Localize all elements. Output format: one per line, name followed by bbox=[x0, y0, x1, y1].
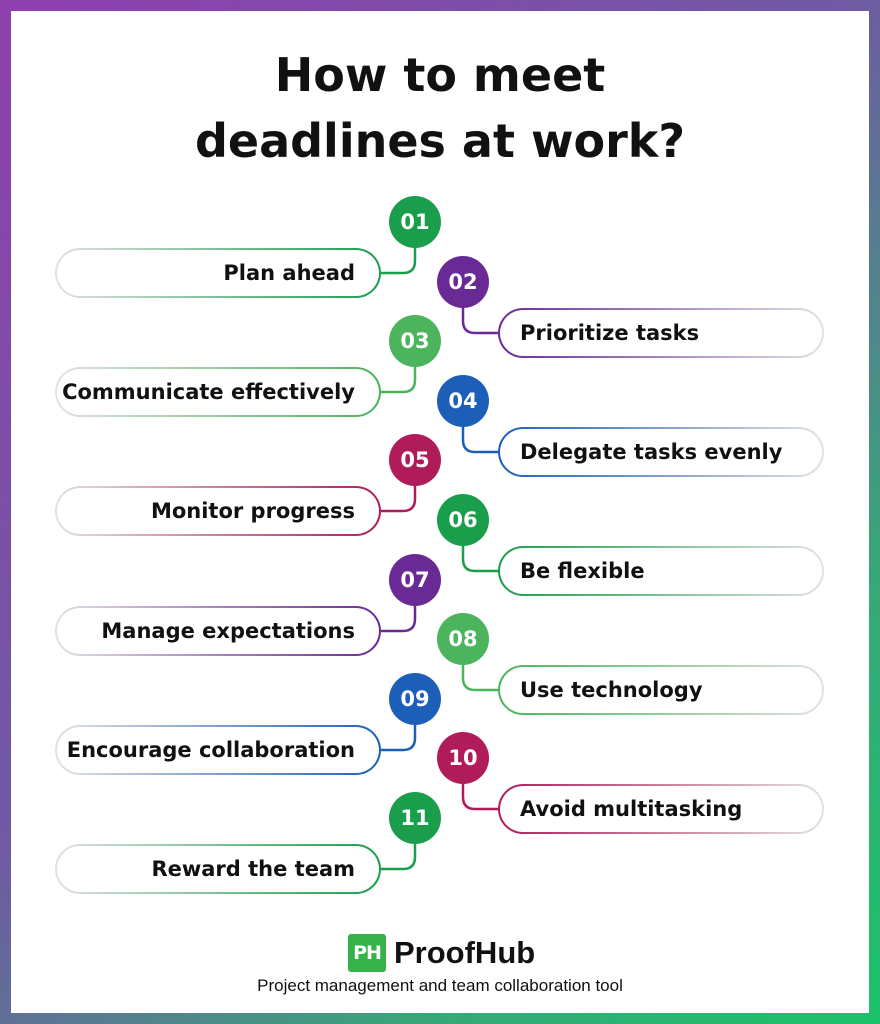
step-label-pill: Monitor progress bbox=[55, 486, 381, 536]
step-number-badge: 08 bbox=[437, 613, 489, 665]
step-label-pill: Be flexible bbox=[498, 546, 824, 596]
step-label-pill: Reward the team bbox=[55, 844, 381, 894]
connector-line-10 bbox=[463, 782, 500, 809]
step-number-badge: 03 bbox=[389, 315, 441, 367]
connector-line-01 bbox=[381, 246, 415, 273]
step-number-badge: 06 bbox=[437, 494, 489, 546]
step-label-pill: Plan ahead bbox=[55, 248, 381, 298]
step-number-badge: 09 bbox=[389, 673, 441, 725]
title-line-1: How to meet bbox=[274, 48, 606, 102]
brand-lockup bbox=[348, 934, 535, 972]
step-number-badge: 11 bbox=[389, 792, 441, 844]
step-label-pill: Delegate tasks evenly bbox=[498, 427, 824, 477]
connector-line-08 bbox=[463, 663, 500, 690]
step-number-badge: 02 bbox=[437, 256, 489, 308]
step-number-badge: 07 bbox=[389, 554, 441, 606]
brand-tagline: Project management and team collaboration tool bbox=[257, 976, 623, 995]
proofhub-logo-icon: PH bbox=[348, 934, 386, 972]
title-line-2: deadlines at work? bbox=[194, 114, 686, 168]
step-label-pill: Communicate effectively bbox=[55, 367, 381, 417]
step-label-pill: Manage expectations bbox=[55, 606, 381, 656]
step-number-badge: 10 bbox=[437, 732, 489, 784]
brand-name: ProofHub bbox=[394, 935, 536, 970]
connector-line-05 bbox=[381, 484, 415, 511]
step-number-badge: 04 bbox=[437, 375, 489, 427]
step-number-badge: 01 bbox=[389, 196, 441, 248]
connector-line-03 bbox=[381, 365, 415, 392]
connector-line-02 bbox=[463, 306, 500, 333]
step-number-badge: 05 bbox=[389, 434, 441, 486]
step-label-pill: Encourage collaboration bbox=[55, 725, 381, 775]
step-label-pill: Use technology bbox=[498, 665, 824, 715]
step-label-pill: Avoid multitasking bbox=[498, 784, 824, 834]
connector-line-11 bbox=[381, 842, 415, 869]
step-label-pill: Prioritize tasks bbox=[498, 308, 824, 358]
connector-line-06 bbox=[463, 544, 500, 571]
connector-line-04 bbox=[463, 425, 500, 452]
connector-line-09 bbox=[381, 723, 415, 750]
connector-line-07 bbox=[381, 604, 415, 631]
